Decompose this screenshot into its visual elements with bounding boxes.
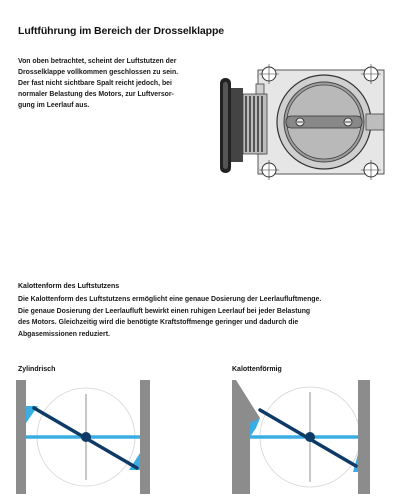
intro-line: normaler Belastung des Motors, zur Luftversor- [18,91,174,98]
intro-line: gung im Leerlauf aus. [18,102,90,109]
section-line: Die Kalottenform des Luftstutzens ermöglicht eine genaue Dosierung der Leerlaufluftmenge. [18,296,322,303]
cylindrical-bore-diagram [16,378,156,496]
section-line: des Motors. Gleichzeitig wird die benötigte Kraftstoffmenge geringer und dadurch die [18,319,299,326]
plate-screw [344,118,352,126]
throttle-cable-pulley [220,78,243,173]
bore-wall-right [140,380,150,494]
plate-screw [296,118,304,126]
return-spring [243,94,267,154]
section-paragraph [18,294,388,340]
intro-line: Der fast nicht sichtbare Spalt reicht jedoch, bei [18,80,172,87]
section-line: Abgasemissionen reduziert. [18,330,110,338]
cylindrical-label: Zylindrisch [18,366,56,373]
intro-paragraph [18,56,218,111]
page-title: Luftführung im Bereich der Drosselklappe [18,25,225,37]
throttle-shaft [305,432,315,442]
shaft-end-housing [366,114,384,130]
intro-line: Von oben betrachtet, scheint der Luftstutzen der [18,58,177,65]
spherical-label: Kalottenförmig [232,366,282,373]
throttle-shaft [81,432,91,442]
spherical-bore-diagram [232,378,382,496]
bore-wall-right [358,380,370,494]
section-line: Die genaue Dosierung der Leerlaufluft bewirkt einen ruhigen Leerlauf bei jeder Belastung [18,307,311,315]
intro-line: Drosselklappe vollkommen geschlossen zu sein. [18,69,179,76]
bore-wall-left [16,380,26,494]
throttle-body-illustration [216,52,400,197]
section-heading: Kalottenform des Luftstutzens [18,283,120,290]
